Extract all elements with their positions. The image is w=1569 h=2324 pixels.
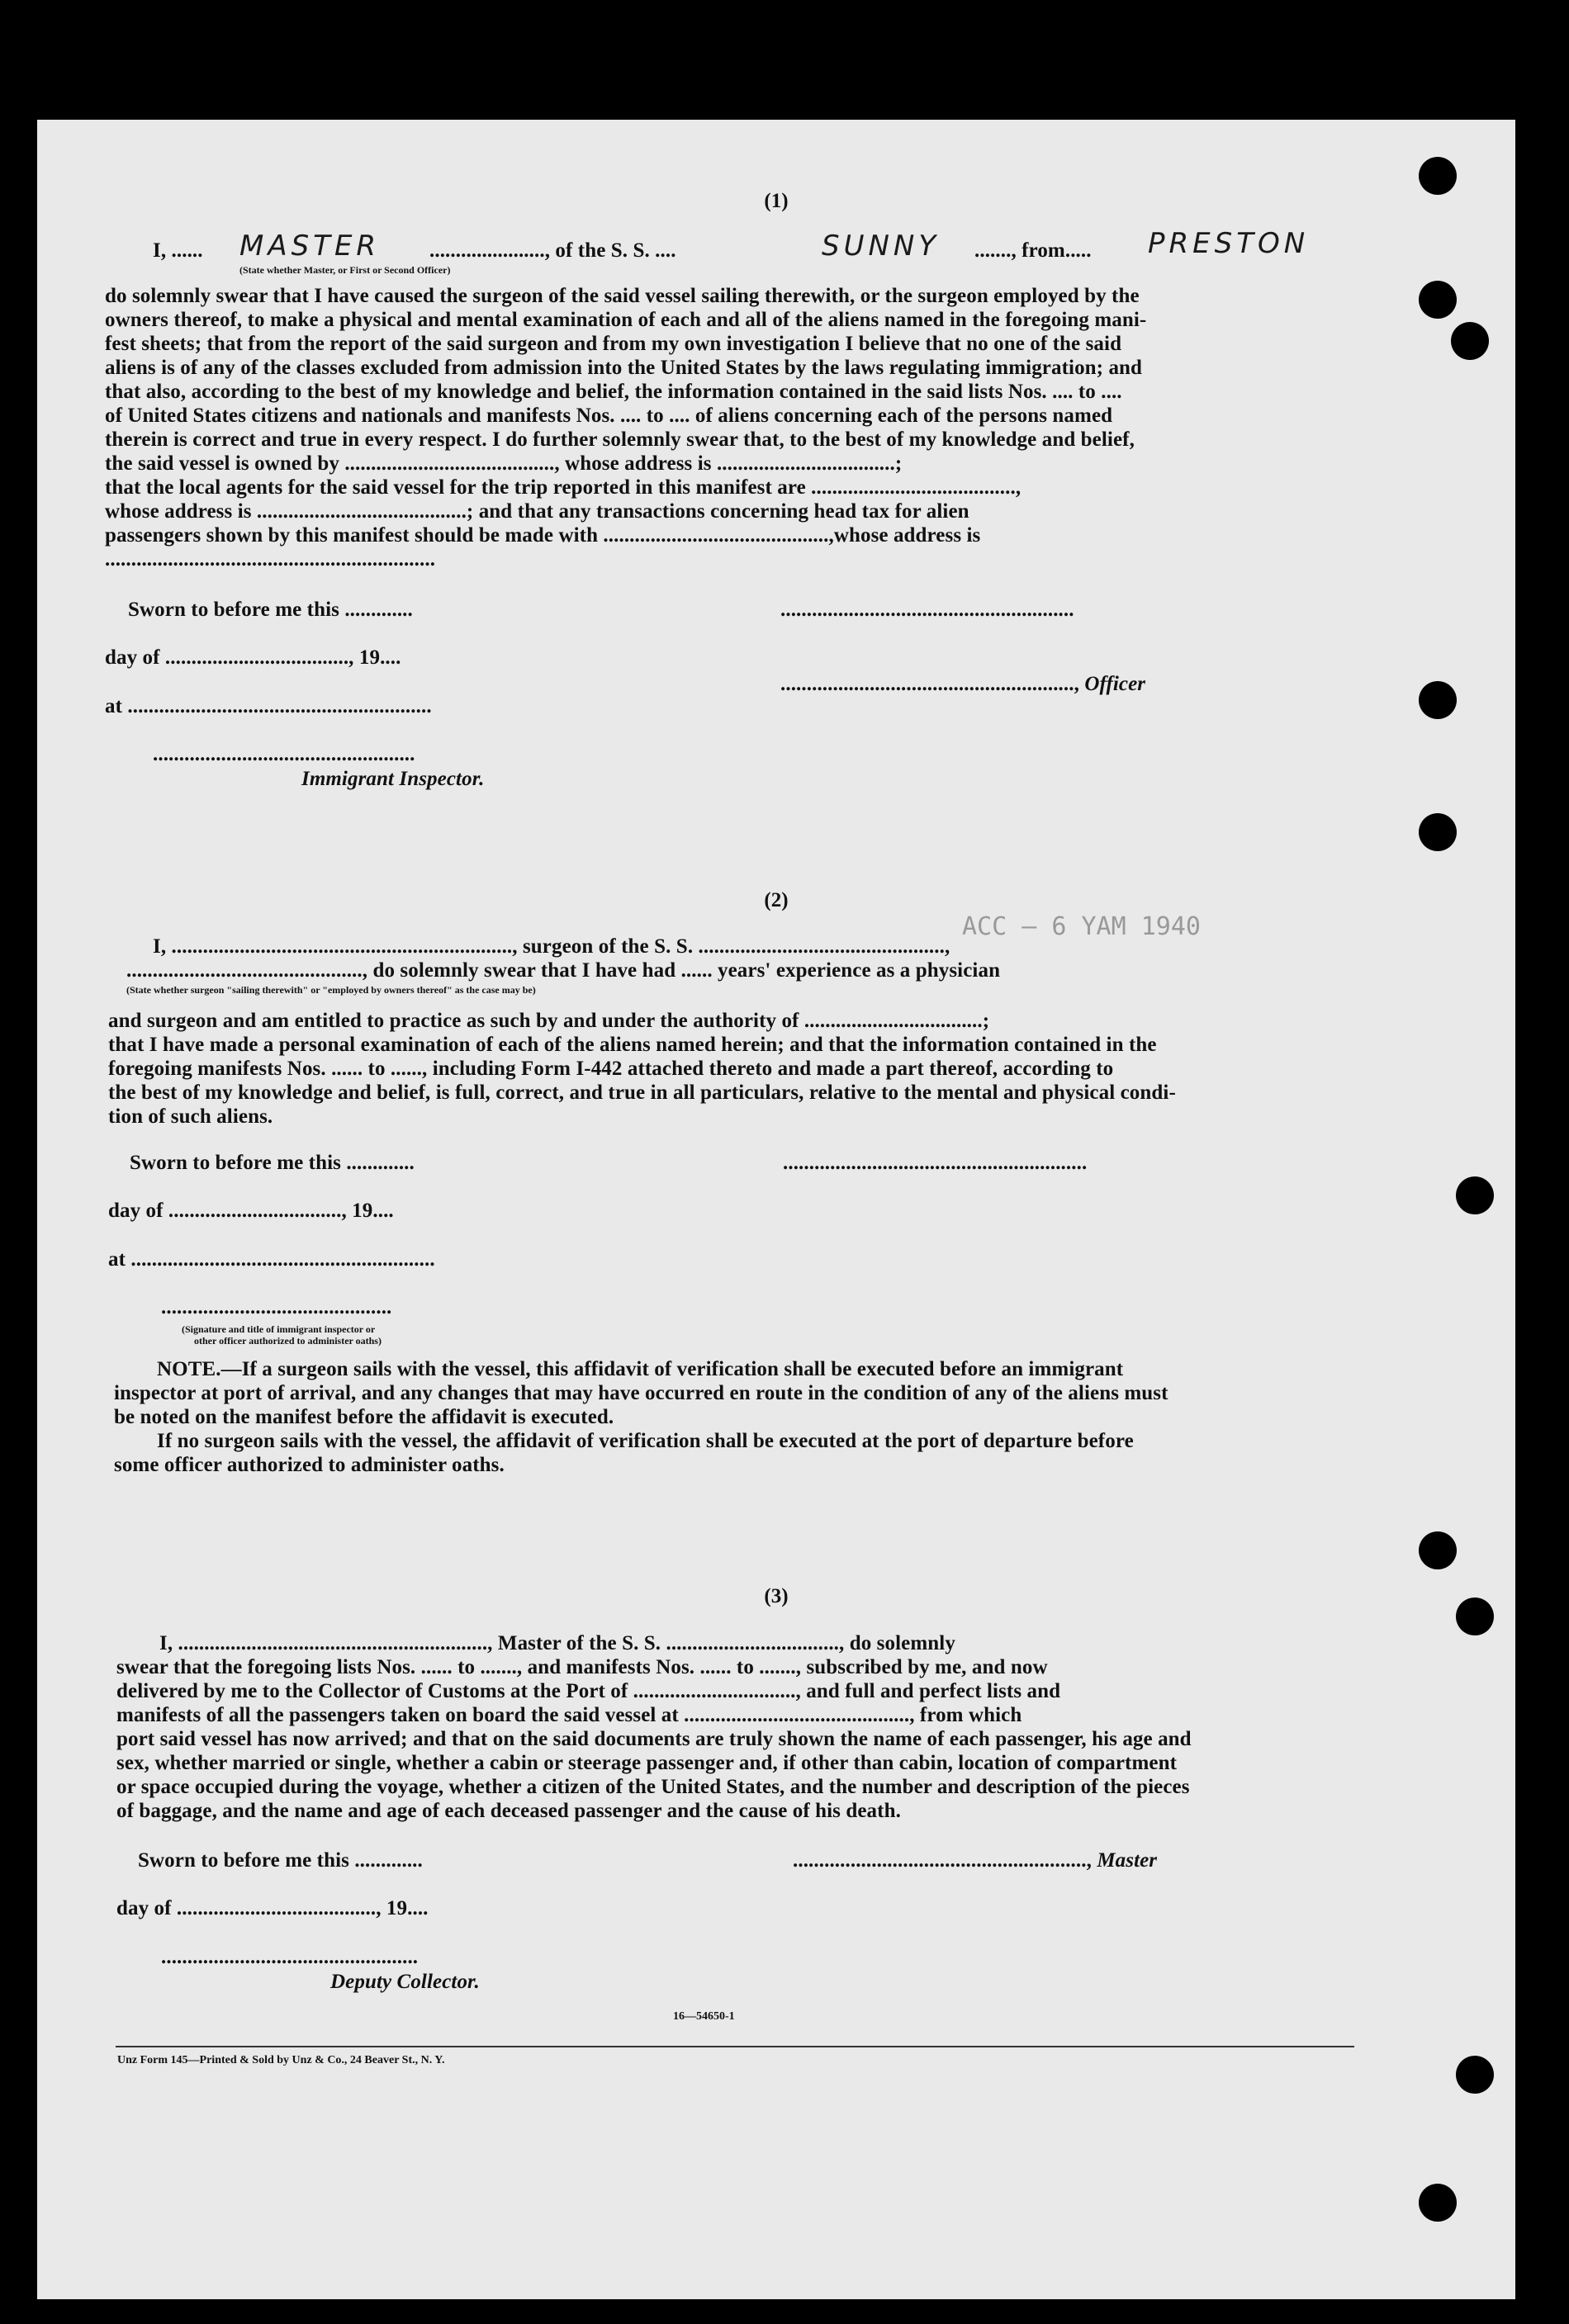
note-line: some officer authorized to administer oaths. [114, 1454, 505, 1476]
collector-dots: ................................................. [161, 1946, 419, 1968]
form-number: 16—54650-1 [673, 2010, 735, 2023]
body-line: or space occupied during the voyage, whether a citizen of the United States, and the number and description of the pieces [116, 1776, 1190, 1798]
binder-hole [1419, 157, 1457, 195]
officer-line [780, 673, 1145, 696]
binder-hole [1419, 1531, 1457, 1569]
officer-label: Officer [1084, 673, 1146, 695]
sworn-line: Sworn to before me this ............. [138, 1849, 423, 1872]
binder-hole [1419, 681, 1457, 719]
signature-note: (Signature and title of immigrant inspector or [182, 1323, 376, 1335]
body-line: port said vessel has now arrived; and that on the said documents are truly shown the name of each passenger, his age and [116, 1728, 1192, 1750]
signature-dots: ............................................ [161, 1296, 392, 1318]
binder-hole [1451, 322, 1489, 360]
body-line: passengers shown by this manifest should be made with ...........................................,whose address is [105, 524, 981, 547]
body-line: owners thereof, to make a physical and mental examination of each and all of the aliens named in the foregoing mani- [105, 309, 1147, 331]
master-handwritten: MASTER [239, 230, 381, 263]
from-text: ......., from..... [974, 239, 1092, 262]
manifest-page [37, 120, 1515, 2299]
date-stamp: ACC — 6 YAM 1940 [962, 912, 1201, 941]
body-line: manifests of all the passengers taken on board the said vessel at ..........................................., from which [116, 1704, 1022, 1726]
note-line: be noted on the manifest before the affidavit is executed. [114, 1406, 614, 1428]
officer-rank-note: (State whether Master, or First or Second Officer) [239, 264, 451, 276]
body-line: foregoing manifests Nos. ...... to ......, including Form I-442 attached thereto and made a part thereof, according to [108, 1058, 1114, 1080]
printer-footer: Unz Form 145—Printed & Sold by Unz & Co., 24 Beaver St., N. Y. [117, 2054, 445, 2066]
body-line: the said vessel is owned by ........................................, whose address is ..................................; [105, 452, 903, 475]
body-line: tion of such aliens. [108, 1105, 273, 1128]
master-line [793, 1849, 1157, 1872]
binder-hole [1419, 813, 1457, 851]
body-line: sex, whether married or single, whether a cabin or steerage passenger and, if other than cabin, location of compartment [116, 1752, 1178, 1774]
sworn-line: Sworn to before me this ............. [130, 1152, 415, 1174]
body-line: I, ..........................................................., Master of the S. S. ................................., do solemnly [159, 1632, 955, 1654]
master-line-prefix: I, ...... [153, 239, 203, 262]
surgeon-status-note: (State whether surgeon "sailing therewith" or "employed by owners thereof" as the case may be) [126, 984, 536, 996]
section-number: (2) [764, 889, 789, 911]
surgeon-line: I, ................................................................., surgeon of the S. S. ..............................................., [153, 935, 950, 958]
body-line: fest sheets; that from the report of the said surgeon and from my own investigation I believe that no one of the said [105, 333, 1122, 355]
officer-dots: ........................................................, [780, 673, 1085, 695]
body-line: that the local agents for the said vessel for the trip reported in this manifest are ......................................., [105, 476, 1022, 499]
footer-rule [116, 2046, 1354, 2047]
body-line: that I have made a personal examination of each of the aliens named herein; and that the information contained in the [108, 1034, 1157, 1056]
body-line: that also, according to the best of my knowledge and belief, the information contained in the said lists Nos. .... to .... [105, 381, 1122, 403]
section-number: (3) [764, 1585, 789, 1607]
day-line: day of ..................................., 19.... [105, 646, 401, 669]
collector-label: Deputy Collector. [330, 1971, 480, 1993]
binder-hole [1419, 281, 1457, 319]
binder-hole [1456, 1176, 1494, 1214]
at-line: at .......................................................... [105, 695, 432, 717]
inspector-label: Immigrant Inspector. [301, 768, 485, 790]
body-line: swear that the foregoing lists Nos. ...... to ......., and manifests Nos. ...... to ......., subscribed by me, and now [116, 1656, 1048, 1678]
body-line: do solemnly swear that I have caused the surgeon of the said vessel sailing therewith, or the surgeon employed by the [105, 285, 1140, 307]
of-ss-text: ......................, of the S. S. .... [429, 239, 676, 262]
body-line: aliens is of any of the classes excluded from admission into the United States by the laws regulating immigration; and [105, 357, 1143, 379]
surgeon-line-2: ............................................., do solemnly swear that I have had ...... years' experience as a physician [126, 959, 1001, 982]
body-line: ............................................................... [105, 548, 436, 570]
body-line: therein is correct and true in every respect. I do further solemnly swear that, to the best of my knowledge and belief, [105, 428, 1135, 451]
section-number: (1) [764, 190, 789, 212]
body-line: and surgeon and am entitled to practice as such by and under the authority of ..................................; [108, 1010, 990, 1032]
body-line: the best of my knowledge and belief, is full, correct, and true in all particulars, relative to the mental and physical condi- [108, 1082, 1176, 1104]
port-handwritten: PRESTON [1148, 227, 1310, 260]
master-dots: ........................................................, [793, 1849, 1097, 1872]
note-line: inspector at port of arrival, and any changes that may have occurred en route in the condition of any of the aliens must [114, 1382, 1168, 1404]
body-line: delivered by me to the Collector of Customs at the Port of ..............................., and full and perfect lists and [116, 1680, 1061, 1702]
inspector-dots: .................................................. [153, 743, 415, 765]
binder-hole [1456, 2056, 1494, 2094]
body-line: of United States citizens and nationals and manifests Nos. .... to .... of aliens concerning each of the persons named [105, 405, 1113, 427]
signature-dots: .......................................................... [783, 1152, 1088, 1174]
body-line: of baggage, and the name and age of each deceased passenger and the cause of his death. [116, 1800, 901, 1822]
master-label: Master [1097, 1849, 1158, 1872]
note-line: If no surgeon sails with the vessel, the affidavit of verification shall be executed at the port of departure before [157, 1430, 1134, 1452]
day-line: day of ......................................, 19.... [116, 1897, 429, 1919]
note-line: NOTE.—If a surgeon sails with the vessel, this affidavit of verification shall be executed before an immigrant [157, 1358, 1124, 1380]
sworn-line: Sworn to before me this ............. [128, 599, 413, 621]
signature-dots: ........................................................ [780, 599, 1074, 621]
binder-hole [1419, 2184, 1457, 2222]
body-line: whose address is ........................................; and that any transactions concerning head tax for alien [105, 500, 969, 523]
day-line: day of ................................., 19.... [108, 1200, 394, 1222]
binder-hole [1456, 1597, 1494, 1635]
ship-name-handwritten: SUNNY [822, 230, 941, 263]
at-line: at .......................................................... [108, 1248, 435, 1271]
signature-note: other officer authorized to administer oaths) [194, 1335, 382, 1347]
